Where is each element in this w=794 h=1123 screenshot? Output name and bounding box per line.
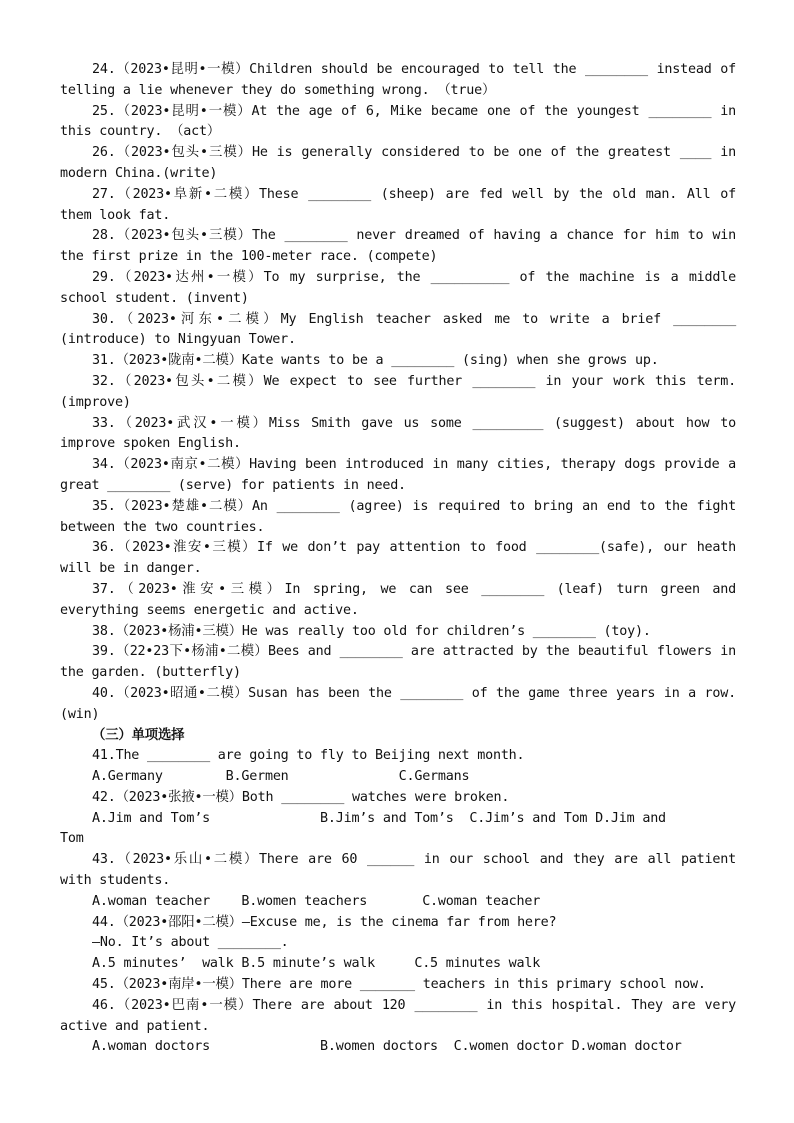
question-44-response: —No. It’s about ________. bbox=[92, 935, 289, 951]
question-25: 25.（2023•昆明•一模）At the age of 6, Mike became one of the youngest ________ in this country. （act） bbox=[60, 103, 736, 140]
question-30: 30.（2023•河东•二模）My English teacher asked me to write a brief ________ (introduce) to Ningyuan Tower. bbox=[60, 311, 736, 348]
question-33: 33.（2023•武汉•一模）Miss Smith gave us some _________ (suggest) about how to improve spoken English. bbox=[60, 415, 736, 452]
question-41: 41.The ________ are going to fly to Beijing next month. bbox=[92, 748, 525, 764]
question-40: 40.（2023•昭通•二模）Susan has been the ________ of the game three years in a row. (win) bbox=[60, 685, 736, 722]
question-36: 36.（2023•淮安•三模）If we don’t pay attention to food ________(safe), our heath will be in danger. bbox=[60, 540, 736, 577]
question-28: 28.（2023•包头•三模）The ________ never dreamed of having a chance for him to win the first prize in the 100-meter race. (compete) bbox=[60, 228, 736, 265]
question-44-options: A.5 minutes’ walk B.5 minute’s walk C.5 minutes walk bbox=[92, 956, 541, 972]
question-41-options: A.Germany B.Germen C.Germans bbox=[92, 769, 470, 785]
question-27: 27.（2023•阜新•二模）These ________ (sheep) are fed well by the old man. All of them look fat. bbox=[60, 186, 736, 223]
question-45: 45.（2023•南岸•一模）There are more _______ teachers in this primary school now. bbox=[92, 977, 706, 993]
question-38: 38.（2023•杨浦•三模）He was really too old for children’s ________ (toy). bbox=[92, 623, 651, 639]
question-29: 29.（2023•达州•一模）To my surprise, the __________ of the machine is a middle school student. (invent) bbox=[60, 269, 736, 306]
question-42-options-wrap: Tom bbox=[60, 831, 84, 847]
question-44: 44.（2023•邵阳•二模）—Excuse me, is the cinema far from here? bbox=[92, 914, 557, 930]
question-42: 42.（2023•张掖•一模）Both ________ watches were broken. bbox=[92, 789, 510, 805]
question-37: 37.（2023•淮安•三模）In spring, we can see ________ (leaf) turn green and everything seems energetic and active. bbox=[60, 581, 736, 618]
question-35: 35.（2023•楚雄•二模）An ________ (agree) is required to bring an end to the fight between the two countries. bbox=[60, 498, 736, 535]
question-24: 24.（2023•昆明•一模）Children should be encouraged to tell the ________ instead of telling a lie whenever they do something wrong. （true） bbox=[60, 62, 736, 98]
worksheet-page bbox=[60, 60, 736, 1058]
question-34: 34.（2023•南京•二模）Having been introduced in many cities, therapy dogs provide a great ________ (serve) for patients in need. bbox=[60, 457, 736, 493]
question-32: 32.（2023•包头•二模）We expect to see further ________ in your work this term. (improve) bbox=[60, 373, 736, 410]
question-43-options: A.woman teacher B.women teachers C.woman teacher bbox=[92, 893, 541, 909]
question-46: 46.（2023•巴南•一模）There are about 120 ________ in this hospital. They are very active and patient. bbox=[60, 997, 736, 1034]
section-heading: （三）单项选择 bbox=[92, 727, 185, 743]
question-42-options: A.Jim and Tom’s B.Jim’s and Tom’s C.Jim’s and Tom D.Jim and bbox=[92, 810, 666, 826]
question-46-options: A.woman doctors B.women doctors C.women doctor D.woman doctor bbox=[92, 1039, 682, 1055]
question-39: 39.（22•23下•杨浦•二模）Bees and ________ are attracted by the beautiful flowers in the garden. (butterfly) bbox=[60, 644, 736, 681]
question-43: 43.（2023•乐山•二模）There are 60 ______ in our school and they are all patient with students. bbox=[60, 852, 736, 889]
question-26: 26.（2023•包头•三模）He is generally considered to be one of the greatest ____ in modern China.(write) bbox=[60, 145, 736, 181]
question-31: 31.（2023•陇南•二模）Kate wants to be a ________ (sing) when she grows up. bbox=[92, 353, 659, 369]
